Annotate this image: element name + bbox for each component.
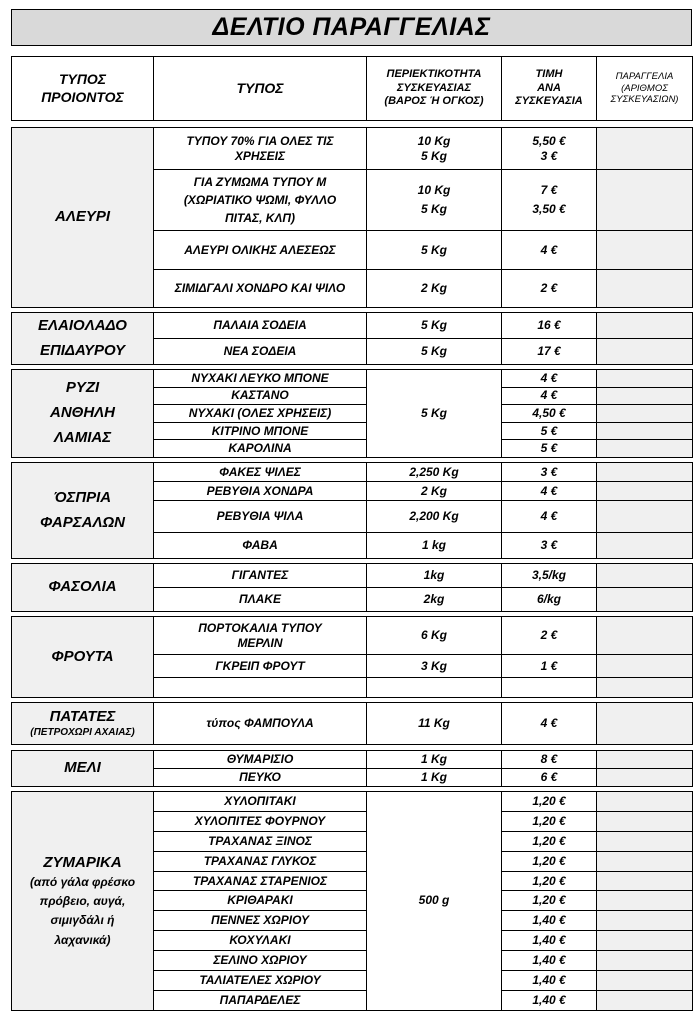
order-cell[interactable] xyxy=(597,678,693,698)
order-cell[interactable] xyxy=(597,231,693,270)
product-qty: 1 kg xyxy=(367,533,502,559)
order-cell[interactable] xyxy=(597,951,693,971)
order-cell[interactable] xyxy=(597,387,693,405)
header-type: ΤΥΠΟΣ xyxy=(154,57,367,121)
header-packaging: ΠΕΡΙΕΚΤΙΚΟΤΗΤΑ ΣΥΣΚΕΥΑΣΙΑΣ (ΒΑΡΟΣ Ή ΟΓΚΟΣ) xyxy=(367,57,502,121)
order-cell[interactable] xyxy=(597,501,693,533)
order-cell[interactable] xyxy=(597,440,693,458)
product-price: 16 € xyxy=(502,313,597,339)
category-honey: ΜΕΛΙ xyxy=(12,751,154,787)
product-name: ΠΑΛΑΙΑ ΣΟΔΕΙΑ xyxy=(154,313,367,339)
product-name: ΓΚΡΕΙΠ ΦΡΟΥΤ xyxy=(154,655,367,678)
order-cell[interactable] xyxy=(597,313,693,339)
order-cell[interactable] xyxy=(597,405,693,423)
product-price: 3,5/kg xyxy=(502,564,597,588)
product-name: ΠΑΠΑΡΔΕΛΕΣ xyxy=(154,990,367,1010)
product-name: ΝΥΧΑΚΙ (ΟΛΕΣ ΧΡΗΣΕΙΣ) xyxy=(154,405,367,423)
product-price: 6 € xyxy=(502,769,597,787)
category-pasta: ΖΥΜΑΡΙΚΑ (από γάλα φρέσκο πρόβειο, αυγά, σιμιγδάλι ή λαχανικά) xyxy=(12,792,154,1011)
potatoes-origin: (ΠΕΤΡΟΧΩΡΙ ΑΧΑΙΑΣ) xyxy=(30,727,135,739)
pasta-note: (από γάλα φρέσκο πρόβειο, αυγά, σιμιγδάλι ή λαχανικά) xyxy=(29,875,136,947)
product-qty: 1kg xyxy=(367,564,502,588)
product-qty: 2,250 Kg xyxy=(367,463,502,482)
order-cell[interactable] xyxy=(597,463,693,482)
product-name: ΚΟΧΥΛΑΚΙ xyxy=(154,931,367,951)
order-cell[interactable] xyxy=(597,370,693,388)
empty-cell xyxy=(367,678,502,698)
product-name: τύπος ΦΑΜΠΟΥΛΑ xyxy=(154,703,367,745)
product-name: ΓΙΑ ΖΥΜΩΜΑ ΤΥΠΟΥ Μ (ΧΩΡΙΑΤΙΚΟ ΨΩΜΙ, ΦΥΛΛΟ ΠΙΤΑΣ, ΚΛΠ) xyxy=(154,170,367,231)
product-price: 3 € xyxy=(502,463,597,482)
product-price: 1,20 € xyxy=(502,831,597,851)
product-qty: 5 Kg xyxy=(367,339,502,365)
product-qty: 2,200 Kg xyxy=(367,501,502,533)
product-name: ΠΛΑΚΕ xyxy=(154,588,367,612)
category-flour: ΑΛΕΥΡΙ xyxy=(12,128,154,308)
product-name: ΤΡΑΧΑΝΑΣ ΓΛΥΚΟΣ xyxy=(154,851,367,871)
product-name: ΝΕΑ ΣΟΔΕΙΑ xyxy=(154,339,367,365)
product-price: 3 € xyxy=(502,533,597,559)
product-price: 1,40 € xyxy=(502,951,597,971)
header-price: ΤΙΜΗ ΑΝΑ ΣΥΣΚΕΥΑΣΙΑ xyxy=(502,57,597,121)
product-price: 4 € xyxy=(502,703,597,745)
product-price: 1,40 € xyxy=(502,990,597,1010)
product-price: 2 € xyxy=(502,270,597,308)
product-price: 4 € xyxy=(502,482,597,501)
order-cell[interactable] xyxy=(597,422,693,440)
order-cell[interactable] xyxy=(597,931,693,951)
product-price: 1,20 € xyxy=(502,811,597,831)
product-name: ΤΑΛΙΑΤΕΛΕΣ ΧΩΡΙΟΥ xyxy=(154,971,367,991)
product-qty: 10 Kg 5 Kg xyxy=(367,128,502,170)
order-cell[interactable] xyxy=(597,971,693,991)
order-cell[interactable] xyxy=(597,792,693,812)
product-name: ΓΙΓΑΝΤΕΣ xyxy=(154,564,367,588)
product-price: 1,20 € xyxy=(502,851,597,871)
product-name: ΚΑΣΤΑΝΟ xyxy=(154,387,367,405)
product-price: 7 € 3,50 € xyxy=(502,170,597,231)
product-price: 1,40 € xyxy=(502,931,597,951)
product-qty: 10 Kg 5 Kg xyxy=(367,170,502,231)
section-fruit xyxy=(11,616,693,698)
order-cell[interactable] xyxy=(597,871,693,891)
order-cell[interactable] xyxy=(597,339,693,365)
section-flour xyxy=(11,127,693,308)
product-name: ΧΥΛΟΠΙΤΕΣ ΦΟΥΡΝΟΥ xyxy=(154,811,367,831)
product-name: ΚΙΤΡΙΝΟ ΜΠΟΝΕ xyxy=(154,422,367,440)
product-qty: 2kg xyxy=(367,588,502,612)
product-qty: 1 Kg xyxy=(367,751,502,769)
product-qty: 3 Kg xyxy=(367,655,502,678)
product-name: ΤΡΑΧΑΝΑΣ ΣΤΑΡΕΝΙΟΣ xyxy=(154,871,367,891)
section-potatoes xyxy=(11,702,693,745)
order-cell[interactable] xyxy=(597,851,693,871)
product-name: ΦΑΚΕΣ ΨΙΛΕΣ xyxy=(154,463,367,482)
section-olive-oil xyxy=(11,312,693,365)
product-name: ΠΕΥΚΟ xyxy=(154,769,367,787)
order-cell[interactable] xyxy=(597,831,693,851)
product-qty: 500 g xyxy=(367,792,502,1011)
order-cell[interactable] xyxy=(597,751,693,769)
product-name: ΡΕΒΥΘΙΑ ΧΟΝΔΡΑ xyxy=(154,482,367,501)
product-qty: 5 Kg xyxy=(367,231,502,270)
product-name: ΤΥΠΟΥ 70% ΓΙΑ ΟΛΕΣ ΤΙΣ ΧΡΗΣΕΙΣ xyxy=(154,128,367,170)
category-legumes: ΌΣΠΡΙΑ ΦΑΡΣΑΛΩΝ xyxy=(12,463,154,559)
section-rice xyxy=(11,369,693,458)
product-name: ΤΡΑΧΑΝΑΣ ΞΙΝΟΣ xyxy=(154,831,367,851)
product-name: ΧΥΛΟΠΙΤΑΚΙ xyxy=(154,792,367,812)
product-name: ΚΡΙΘΑΡΑΚΙ xyxy=(154,891,367,911)
product-price: 1,40 € xyxy=(502,911,597,931)
order-cell[interactable] xyxy=(597,811,693,831)
order-cell[interactable] xyxy=(597,990,693,1010)
order-cell[interactable] xyxy=(597,482,693,501)
header-product-type: ΤΥΠΟΣ ΠΡΟΙΟΝΤΟΣ xyxy=(12,57,154,121)
product-name: ΦΑΒΑ xyxy=(154,533,367,559)
product-name: ΣΕΛΙΝΟ ΧΩΡΙΟΥ xyxy=(154,951,367,971)
category-beans: ΦΑΣΟΛΙΑ xyxy=(12,564,154,612)
product-name: ΑΛΕΥΡΙ ΟΛΙΚΗΣ ΑΛΕΣΕΩΣ xyxy=(154,231,367,270)
product-qty: 5 Kg xyxy=(367,313,502,339)
order-cell[interactable] xyxy=(597,769,693,787)
product-price: 5,50 € 3 € xyxy=(502,128,597,170)
product-price: 4 € xyxy=(502,231,597,270)
empty-cell xyxy=(502,678,597,698)
order-cell[interactable] xyxy=(597,170,693,231)
product-price: 1,20 € xyxy=(502,871,597,891)
product-price: 1,40 € xyxy=(502,971,597,991)
header-order: ΠΑΡΑΓΓΕΛΙΑ (ΑΡΙΘΜΟΣ ΣΥΣΚΕΥΑΣΙΩΝ) xyxy=(597,57,693,121)
product-price: 1,20 € xyxy=(502,891,597,911)
order-cell[interactable] xyxy=(597,655,693,678)
product-name: ΠΟΡΤΟΚΑΛΙΑ ΤΥΠΟΥ ΜΕΡΛΙΝ xyxy=(154,617,367,655)
order-cell[interactable] xyxy=(597,128,693,170)
order-cell[interactable] xyxy=(597,533,693,559)
order-cell[interactable] xyxy=(597,703,693,745)
product-qty: 5 Kg xyxy=(367,370,502,458)
category-potatoes: ΠΑΤΑΤΕΣ (ΠΕΤΡΟΧΩΡΙ ΑΧΑΙΑΣ) xyxy=(12,703,154,745)
order-cell[interactable] xyxy=(597,617,693,655)
section-beans xyxy=(11,563,693,612)
product-price: 4 € xyxy=(502,370,597,388)
product-name: ΝΥΧΑΚΙ ΛΕΥΚΟ ΜΠΟΝΕ xyxy=(154,370,367,388)
product-price: 4 € xyxy=(502,501,597,533)
empty-cell xyxy=(154,678,367,698)
section-honey xyxy=(11,750,693,787)
category-olive-oil: ΕΛΑΙΟΛΑΔΟ ΕΠΙΔΑΥΡΟΥ xyxy=(12,313,154,365)
product-price: 4,50 € xyxy=(502,405,597,423)
product-qty: 6 Kg xyxy=(367,617,502,655)
product-qty: 11 Kg xyxy=(367,703,502,745)
product-qty: 2 Kg xyxy=(367,482,502,501)
order-cell[interactable] xyxy=(597,911,693,931)
product-price: 5 € xyxy=(502,422,597,440)
product-name: ΡΕΒΥΘΙΑ ΨΙΛΑ xyxy=(154,501,367,533)
header-table xyxy=(11,56,693,121)
product-qty: 2 Kg xyxy=(367,270,502,308)
order-cell[interactable] xyxy=(597,270,693,308)
product-qty: 1 Kg xyxy=(367,769,502,787)
category-rice: ΡΥΖΙ ΑΝΘΗΛΗ ΛΑΜΙΑΣ xyxy=(12,370,154,458)
order-cell[interactable] xyxy=(597,891,693,911)
product-price: 1 € xyxy=(502,655,597,678)
product-price: 1,20 € xyxy=(502,792,597,812)
product-name: ΣΙΜΙΔΓΑΛΙ ΧΟΝΔΡΟ ΚΑΙ ΨΙΛΟ xyxy=(154,270,367,308)
product-price: 17 € xyxy=(502,339,597,365)
order-cell[interactable] xyxy=(597,588,693,612)
product-name: ΘΥΜΑΡΙΣΙΟ xyxy=(154,751,367,769)
section-legumes xyxy=(11,462,693,559)
category-fruit: ΦΡΟΥΤΑ xyxy=(12,617,154,698)
product-price: 8 € xyxy=(502,751,597,769)
product-name: ΠΕΝΝΕΣ ΧΩΡΙΟΥ xyxy=(154,911,367,931)
product-name: ΚΑΡΟΛΙΝΑ xyxy=(154,440,367,458)
product-price: 5 € xyxy=(502,440,597,458)
section-pasta xyxy=(11,791,693,1011)
product-price: 6/kg xyxy=(502,588,597,612)
page-title: ΔΕΛΤΙΟ ΠΑΡΑΓΓΕΛΙΑΣ xyxy=(11,9,692,46)
product-price: 4 € xyxy=(502,387,597,405)
product-price: 2 € xyxy=(502,617,597,655)
order-cell[interactable] xyxy=(597,564,693,588)
